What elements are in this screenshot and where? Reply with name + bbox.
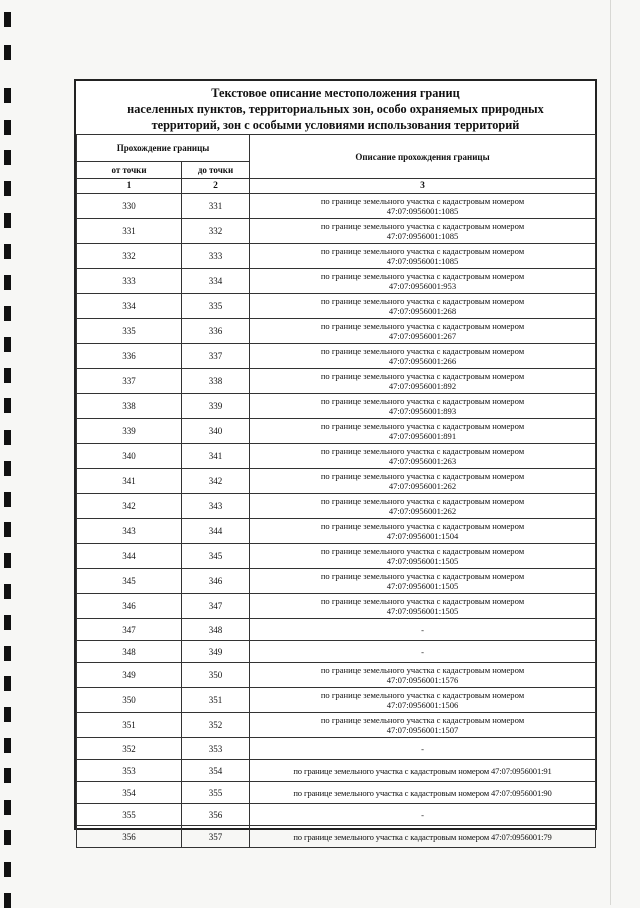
table-row — [77, 804, 596, 826]
binding-mark — [4, 275, 11, 290]
header-description: Описание прохождения границы — [250, 135, 596, 179]
description-line-1: по границе земельного участка с кадастровым номером — [320, 496, 525, 506]
binding-mark — [4, 646, 11, 661]
table-body — [77, 194, 596, 848]
cell-to-point: 340 — [182, 419, 250, 444]
cell-description — [250, 219, 596, 244]
cell-to-point: 346 — [182, 569, 250, 594]
cell-from-point: 350 — [77, 688, 182, 713]
table-row — [77, 619, 596, 641]
binding-mark — [4, 738, 11, 753]
table-row — [77, 594, 596, 619]
description-line-1: по границе земельного участка с кадастровым номером — [320, 521, 525, 531]
binding-mark — [4, 676, 11, 691]
cell-to-point: 349 — [182, 641, 250, 663]
cell-description — [250, 782, 596, 804]
cell-to-point: 345 — [182, 544, 250, 569]
description-line-2: 47:07:0956001:892 — [388, 381, 457, 391]
table-row — [77, 544, 596, 569]
column-number-1: 1 — [77, 179, 182, 194]
binding-mark — [4, 800, 11, 815]
description-line-1: по границе земельного участка с кадастровым номером — [320, 421, 525, 431]
table-row — [77, 394, 596, 419]
description-line-2: 47:07:0956001:953 — [388, 281, 457, 291]
description-line-2: 47:07:0956001:1505 — [386, 581, 459, 591]
table-row — [77, 688, 596, 713]
description-line-1: по границе земельного участка с кадастровым номером — [320, 271, 525, 281]
table-row — [77, 319, 596, 344]
table-row — [77, 219, 596, 244]
binding-mark — [4, 461, 11, 476]
cell-from-point: 335 — [77, 319, 182, 344]
cell-to-point: 355 — [182, 782, 250, 804]
header-from-point: от точки — [77, 162, 182, 179]
cell-description — [250, 394, 596, 419]
description-line-2: 47:07:0956001:262 — [388, 506, 457, 516]
table-row — [77, 294, 596, 319]
table-row — [77, 269, 596, 294]
description-line-1: по границе земельного участка с кадастровым номером — [320, 596, 525, 606]
description-line-1: по границе земельного участка с кадастровым номером — [320, 321, 525, 331]
table-row — [77, 713, 596, 738]
description-line-1: по границе земельного участка с кадастровым номером — [320, 346, 525, 356]
cell-from-point: 339 — [77, 419, 182, 444]
cell-from-point: 336 — [77, 344, 182, 369]
column-number-2: 2 — [182, 179, 250, 194]
binding-mark — [4, 12, 11, 27]
binding-mark — [4, 830, 11, 845]
cell-description — [250, 663, 596, 688]
cell-from-point: 353 — [77, 760, 182, 782]
cell-description — [250, 569, 596, 594]
binding-mark — [4, 120, 11, 135]
description-line-2: 47:07:0956001:893 — [388, 406, 457, 416]
document-title — [76, 81, 595, 135]
cell-description — [250, 826, 596, 848]
cell-to-point: 332 — [182, 219, 250, 244]
cell-description — [250, 594, 596, 619]
cell-to-point: 353 — [182, 738, 250, 760]
cell-description — [250, 294, 596, 319]
cell-description — [250, 194, 596, 219]
table-row — [77, 244, 596, 269]
description-line-2: 47:07:0956001:1507 — [386, 725, 459, 735]
cell-to-point: 341 — [182, 444, 250, 469]
description-line-1: по границе земельного участка с кадастровым номером — [320, 246, 525, 256]
description-line-1: - — [421, 624, 424, 635]
description-line-1: - — [421, 743, 424, 754]
table-row — [77, 494, 596, 519]
cell-from-point: 343 — [77, 519, 182, 544]
description-line-2: 47:07:0956001:1505 — [386, 556, 459, 566]
binding-mark — [4, 213, 11, 228]
cell-description — [250, 804, 596, 826]
cell-from-point: 355 — [77, 804, 182, 826]
cell-description — [250, 619, 596, 641]
cell-from-point: 332 — [77, 244, 182, 269]
boundary-table — [76, 134, 596, 848]
cell-to-point: 350 — [182, 663, 250, 688]
description-line-1: по границе земельного участка с кадастровым номером — [320, 690, 525, 700]
description-line-2: 47:07:0956001:1505 — [386, 606, 459, 616]
column-number-3: 3 — [250, 179, 596, 194]
header-passage: Прохождение границы — [77, 135, 250, 162]
cell-to-point: 342 — [182, 469, 250, 494]
description-line-2: 47:07:0956001:263 — [388, 456, 457, 466]
binding-mark — [4, 244, 11, 259]
binding-mark — [4, 492, 11, 507]
document-frame — [74, 79, 597, 842]
cell-from-point: 331 — [77, 219, 182, 244]
cell-to-point: 343 — [182, 494, 250, 519]
cell-to-point: 337 — [182, 344, 250, 369]
description-line-1: по границе земельного участка с кадастровым номером — [320, 296, 525, 306]
cell-to-point: 348 — [182, 619, 250, 641]
cell-description — [250, 738, 596, 760]
description-line-1: - — [421, 809, 424, 820]
cell-to-point: 354 — [182, 760, 250, 782]
description-line-1: по границе земельного участка с кадастровым номером — [320, 396, 525, 406]
table-row — [77, 782, 596, 804]
cell-description — [250, 344, 596, 369]
binding-mark — [4, 862, 11, 877]
description-line-1: по границе земельного участка с кадастровым номером — [320, 546, 525, 556]
title-line-2: населенных пунктов, территориальных зон, особо охраняемых природных — [127, 102, 544, 116]
cell-from-point: 342 — [77, 494, 182, 519]
description-line-2: 47:07:0956001:1085 — [386, 256, 459, 266]
cell-to-point: 338 — [182, 369, 250, 394]
cell-description — [250, 369, 596, 394]
cell-from-point: 349 — [77, 663, 182, 688]
description-line-2: 47:07:0956001:267 — [388, 331, 457, 341]
table-row — [77, 344, 596, 369]
table-row — [77, 663, 596, 688]
cell-from-point: 330 — [77, 194, 182, 219]
cell-from-point: 340 — [77, 444, 182, 469]
table-row — [77, 469, 596, 494]
description-line-1: по границе земельного участка с кадастровым номером 47:07:0956001:91 — [293, 765, 552, 776]
binding-mark — [4, 615, 11, 630]
binding-mark — [4, 45, 11, 60]
binding-mark — [4, 88, 11, 103]
binding-mark — [4, 398, 11, 413]
cell-from-point: 341 — [77, 469, 182, 494]
description-line-1: по границе земельного участка с кадастровым номером — [320, 446, 525, 456]
description-line-1: - — [421, 646, 424, 657]
header-to-point: до точки — [182, 162, 250, 179]
cell-description — [250, 319, 596, 344]
description-line-1: по границе земельного участка с кадастровым номером — [320, 665, 525, 675]
page-edge — [610, 0, 611, 905]
description-line-2: 47:07:0956001:1576 — [386, 675, 459, 685]
binding-mark — [4, 306, 11, 321]
cell-from-point: 338 — [77, 394, 182, 419]
cell-description — [250, 419, 596, 444]
cell-to-point: 336 — [182, 319, 250, 344]
description-line-1: по границе земельного участка с кадастровым номером 47:07:0956001:90 — [293, 787, 552, 798]
description-line-2: 47:07:0956001:262 — [388, 481, 457, 491]
title-line-1: Текстовое описание местоположения границ — [211, 86, 460, 100]
cell-from-point: 344 — [77, 544, 182, 569]
description-line-1: по границе земельного участка с кадастровым номером — [320, 571, 525, 581]
cell-to-point: 351 — [182, 688, 250, 713]
cell-description — [250, 444, 596, 469]
cell-to-point: 347 — [182, 594, 250, 619]
binding-mark — [4, 430, 11, 445]
table-row — [77, 760, 596, 782]
cell-from-point: 345 — [77, 569, 182, 594]
cell-from-point: 356 — [77, 826, 182, 848]
cell-to-point: 333 — [182, 244, 250, 269]
table-row — [77, 194, 596, 219]
binding-mark — [4, 768, 11, 783]
cell-description — [250, 469, 596, 494]
cell-from-point: 334 — [77, 294, 182, 319]
title-line-3: территорий, зон с особыми условиями использования территорий — [151, 118, 520, 132]
table-row — [77, 419, 596, 444]
cell-description — [250, 244, 596, 269]
table-row — [77, 444, 596, 469]
binding-mark — [4, 893, 11, 908]
description-line-2: 47:07:0956001:1506 — [386, 700, 459, 710]
cell-description — [250, 641, 596, 663]
cell-description — [250, 713, 596, 738]
binding-mark — [4, 553, 11, 568]
binding-mark — [4, 522, 11, 537]
description-line-1: по границе земельного участка с кадастровым номером — [320, 715, 525, 725]
cell-from-point: 354 — [77, 782, 182, 804]
binding-mark — [4, 368, 11, 383]
cell-to-point: 352 — [182, 713, 250, 738]
description-line-1: по границе земельного участка с кадастровым номером — [320, 221, 525, 231]
cell-from-point: 346 — [77, 594, 182, 619]
description-line-1: по границе земельного участка с кадастровым номером 47:07:0956001:79 — [293, 831, 552, 842]
cell-description — [250, 688, 596, 713]
binding-holes — [0, 0, 20, 905]
binding-mark — [4, 584, 11, 599]
cell-to-point: 331 — [182, 194, 250, 219]
description-line-1: по границе земельного участка с кадастровым номером — [320, 371, 525, 381]
cell-description — [250, 760, 596, 782]
cell-to-point: 357 — [182, 826, 250, 848]
description-line-2: 47:07:0956001:266 — [388, 356, 457, 366]
cell-from-point: 351 — [77, 713, 182, 738]
cell-from-point: 352 — [77, 738, 182, 760]
cell-from-point: 333 — [77, 269, 182, 294]
cell-description — [250, 494, 596, 519]
cell-to-point: 334 — [182, 269, 250, 294]
cell-description — [250, 519, 596, 544]
table-row — [77, 569, 596, 594]
description-line-2: 47:07:0956001:891 — [388, 431, 457, 441]
cell-from-point: 337 — [77, 369, 182, 394]
table-row — [77, 826, 596, 848]
cell-to-point: 344 — [182, 519, 250, 544]
description-line-2: 47:07:0956001:268 — [388, 306, 457, 316]
cell-from-point: 347 — [77, 619, 182, 641]
table-row — [77, 738, 596, 760]
table-row — [77, 369, 596, 394]
description-line-2: 47:07:0956001:1085 — [386, 206, 459, 216]
binding-mark — [4, 707, 11, 722]
description-line-2: 47:07:0956001:1504 — [386, 531, 459, 541]
table-row — [77, 519, 596, 544]
binding-mark — [4, 150, 11, 165]
description-line-2: 47:07:0956001:1085 — [386, 231, 459, 241]
description-line-1: по границе земельного участка с кадастровым номером — [320, 196, 525, 206]
cell-to-point: 335 — [182, 294, 250, 319]
cell-from-point: 348 — [77, 641, 182, 663]
cell-description — [250, 544, 596, 569]
description-line-1: по границе земельного участка с кадастровым номером — [320, 471, 525, 481]
table-row — [77, 641, 596, 663]
cell-to-point: 339 — [182, 394, 250, 419]
cell-description — [250, 269, 596, 294]
cell-to-point: 356 — [182, 804, 250, 826]
binding-mark — [4, 181, 11, 196]
binding-mark — [4, 337, 11, 352]
